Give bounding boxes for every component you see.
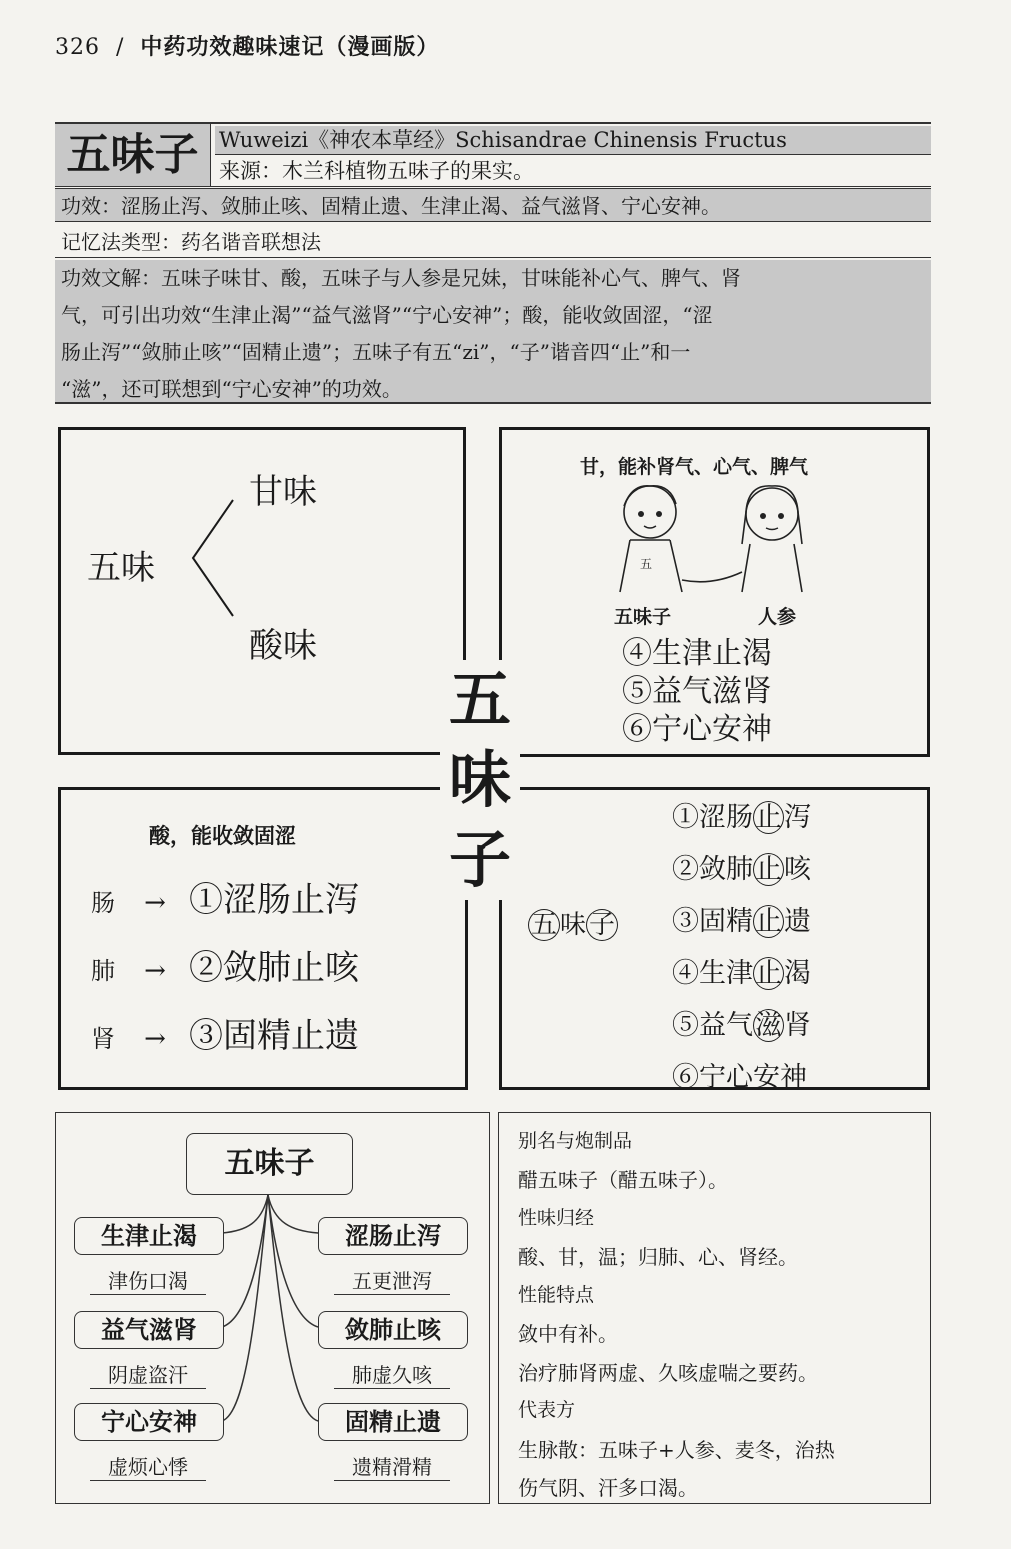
siblings-illustration [602,482,832,600]
book-title: 中药功效趣味速记（漫画版） [140,34,440,60]
zi-effect-item: ①涩肠止泻 [672,802,811,833]
arrow-icon: → [144,1024,166,1054]
organ-label: 肾 [91,1025,115,1053]
shirt-mark: 五 [640,557,653,571]
zi-effect-item: ⑤益气滋肾 [672,1010,811,1041]
memory-type: 记忆法类型：药名谐音联想法 [55,226,931,258]
organ-row [91,1008,359,1057]
mindmap-node: 益气滋肾 [74,1311,224,1349]
formula-heading: 代表方 [518,1399,576,1421]
zi-effect-list [672,792,811,1104]
explain-line: 肠止泻”“敛肺止咳”“固精止遗”；五味子有五“zi”，“子”谐音四“止”和一 [61,340,691,364]
formula-text: 伤气阴、汗多口渴。 [518,1476,698,1500]
effect-item: ⑥宁心安神 [622,712,772,747]
label-renshen: 人参 [758,606,797,628]
five-tastes-root: 五味 [87,548,155,588]
circled-char: 止 [755,906,782,937]
circled-char: 止 [755,854,782,885]
herb-effect: 功效：涩肠止泻、敛肺止咳、固精止遗、生津止渴、益气滋肾、宁心安神。 [55,188,931,222]
sweet-taste: 甘味 [249,472,317,512]
page-header [55,30,439,61]
mindmap-subnode: 虚烦心悸 [90,1451,206,1481]
circled-char: 滋 [755,1010,782,1041]
quadrant-top-left [58,427,466,755]
mindmap-subnode: 五更泄泻 [334,1265,450,1295]
herb-title-row [55,122,931,187]
organ-effect: ②敛肺止咳 [188,948,359,988]
circled-char: 子 [586,909,618,941]
arrow-icon: → [144,956,166,986]
mindmap-subnode: 遗精滑精 [334,1451,450,1481]
mindmap-node: 宁心安神 [74,1403,224,1441]
circled-char: 止 [755,958,782,989]
alias-heading: 别名与炮制品 [518,1130,633,1152]
label-wuweizi: 五味子 [614,606,672,628]
zi-effect-item: ②敛肺止咳 [672,854,811,885]
circled-char: 止 [755,802,782,833]
effect-explanation [55,260,931,404]
mindmap-node: 固精止遗 [318,1403,468,1441]
mindmap-node: 生津止渴 [74,1217,224,1255]
feature-text: 敛中有补。 [518,1322,618,1346]
organ-label: 肠 [91,889,115,917]
page-number: 326 [55,35,100,60]
circled-name [528,904,618,941]
feature-text: 治疗肺肾两虚、久咳虚喘之要药。 [518,1361,818,1385]
explain-line: 气，可引出功效“生津止渴”“益气滋肾”“宁心安神”；酸，能收敛固涩，“涩 [61,303,713,327]
herb-latin-name: Wuweizi《神农本草经》Schisandrae Chinensis Fructus [215,126,931,155]
organ-effect: ①涩肠止泻 [188,880,359,920]
nature-text: 酸、甘，温；归肺、心、肾经。 [518,1245,798,1269]
explain-line: 功效文解：五味子味甘、酸，五味子与人参是兄妹，甘味能补心气、脾气、肾 [61,266,741,290]
quadrant-top-right [499,427,930,757]
zi-effect-item: ④生津止渴 [672,958,811,989]
feature-heading: 性能特点 [518,1284,595,1306]
circled-char: 五 [528,909,560,941]
organ-label: 肺 [91,957,115,985]
center-title [440,660,520,900]
organ-effect: ③固精止遗 [188,1016,359,1056]
alias-text: 醋五味子（醋五味子）。 [518,1168,728,1192]
mindmap-panel [55,1112,490,1504]
sweet-caption: 甘，能补肾气、心气、脾气 [580,456,809,478]
mindmap-root: 五味子 [186,1133,353,1195]
effect-item: ⑤益气滋肾 [622,674,772,709]
zi-effect-item: ⑥宁心安神 [672,1062,807,1093]
header-separator: / [116,35,125,60]
nature-heading: 性味归经 [518,1207,595,1229]
sour-taste: 酸味 [249,626,317,666]
center-title-char: 五 [448,663,511,736]
arrow-icon: → [144,888,166,918]
branch-bracket-icon [189,498,239,618]
effect-item: ④生津止渴 [622,636,772,671]
zi-effect-item: ③固精止遗 [672,906,811,937]
sour-caption: 酸，能收敛固涩 [149,823,296,848]
name-char: 味 [560,910,587,940]
herb-name: 五味子 [55,124,211,186]
mindmap-node: 涩肠止泻 [318,1217,468,1255]
center-title-char: 子 [448,823,511,896]
mindmap-node: 敛肺止咳 [318,1311,468,1349]
herb-source: 来源：木兰科植物五味子的果实。 [219,159,534,183]
center-title-char: 味 [448,743,511,816]
mindmap-subnode: 阴虚盗汗 [90,1359,206,1389]
explain-line: “滋”，还可联想到“宁心安神”的功效。 [61,377,402,401]
quadrant-bottom-left [58,787,468,1090]
organ-row [91,872,359,921]
formula-text: 生脉散：五味子+人参、麦冬，治热 [518,1438,835,1462]
mindmap-subnode: 津伤口渴 [90,1265,206,1295]
mindmap-subnode: 肺虚久咳 [334,1359,450,1389]
quadrant-bottom-right [499,787,930,1093]
organ-row [91,940,359,989]
